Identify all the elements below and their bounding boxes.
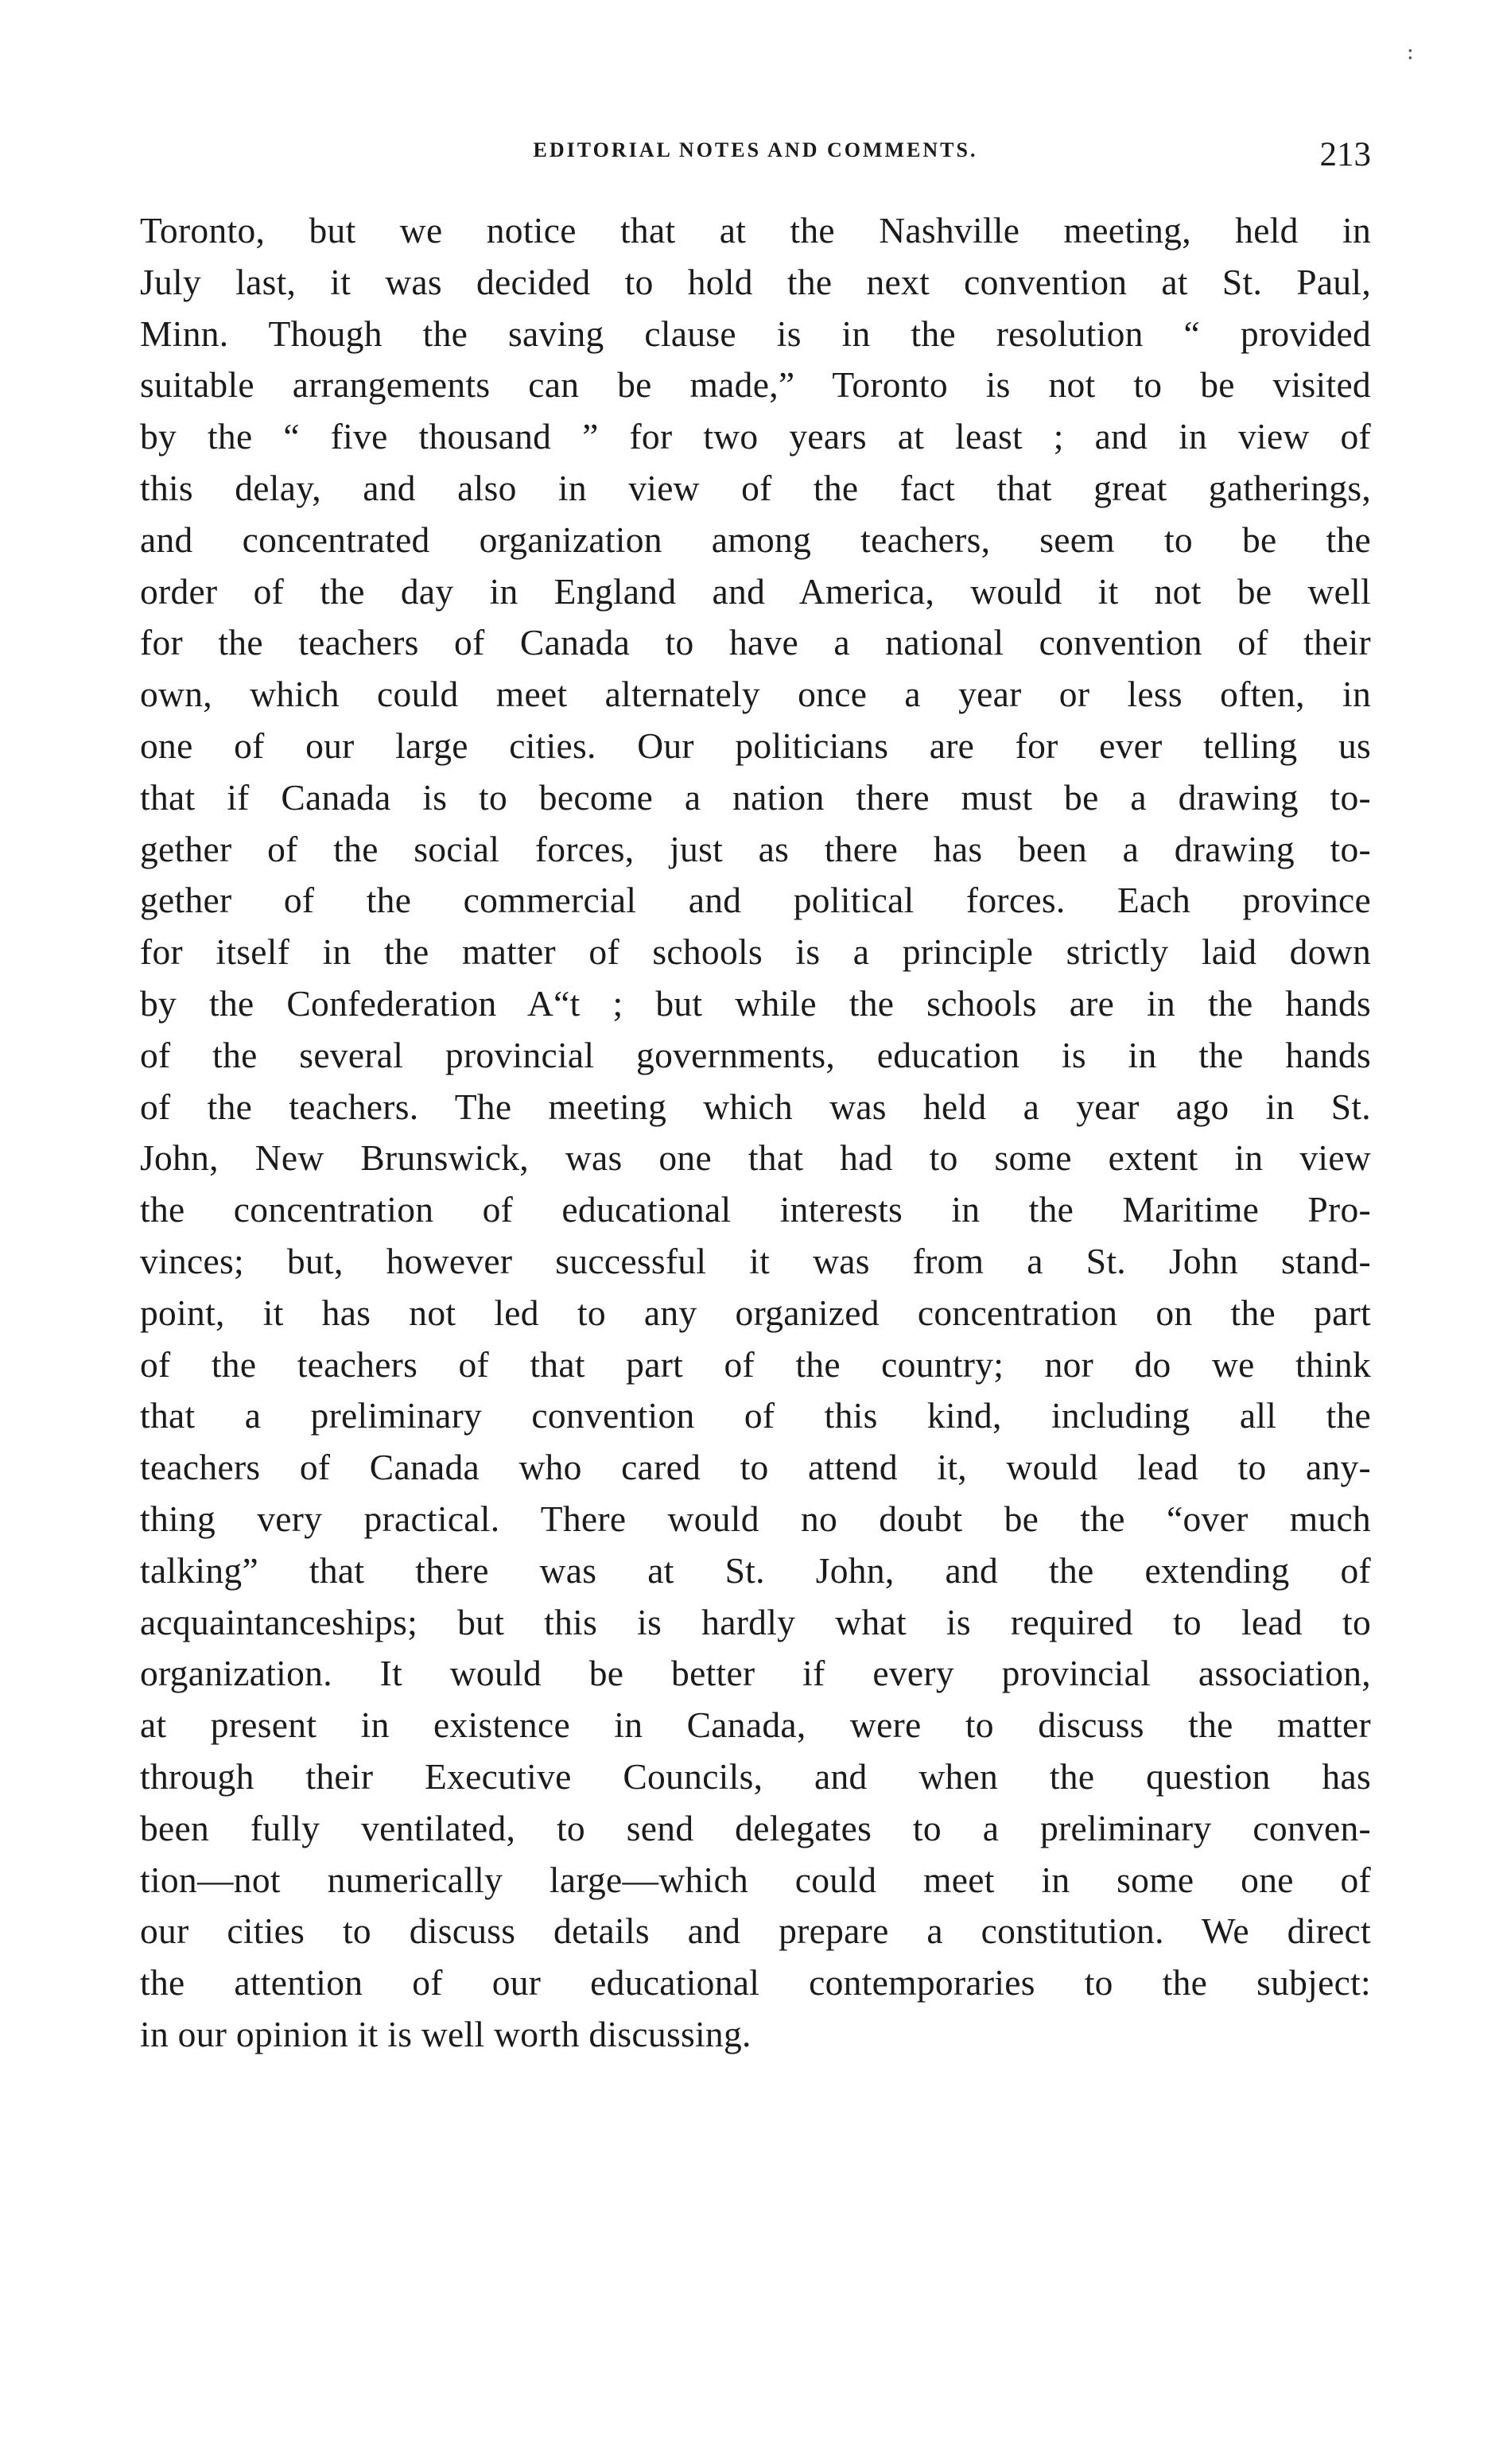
text-line: thing very practical. There would no doubt be the “over much (140, 1498, 1371, 1539)
text-line: our cities to discuss details and prepare a constitution. We direct (140, 1910, 1371, 1952)
text-line: suitable arrangements can be made,” Toronto is not to be visited (140, 364, 1371, 406)
text-line: own, which could meet alternately once a year or less often, in (140, 674, 1371, 715)
text-line: of the several provincial governments, education is in the hands (140, 1034, 1371, 1075)
text-line: Toronto, but we notice that at the Nashville meeting, held in (140, 210, 1371, 251)
text-line: the attention of our educational contemporaries to the subject: (140, 1962, 1371, 2003)
text-line: through their Executive Councils, and when the question has (140, 1755, 1371, 1797)
text-line: order of the day in England and America, would it not be well (140, 570, 1371, 612)
text-line: by the Confederation A“t ; but while the schools are in the hands (140, 982, 1371, 1024)
text-line: at present in existence in Canada, were to discuss the matter (140, 1704, 1371, 1746)
text-line: acquaintanceships; but this is hardly what is required to lead to (140, 1601, 1371, 1642)
text-line: that if Canada is to become a nation there must be a drawing to- (140, 776, 1371, 818)
text-line: of the teachers of that part of the country; nor do we think (140, 1343, 1371, 1385)
text-line: this delay, and also in view of the fact that great gatherings, (140, 467, 1371, 508)
text-line: gether of the social forces, just as there has been a drawing to- (140, 828, 1371, 869)
text-line: vinces; but, however successful it was from a St. John stand- (140, 1240, 1371, 1281)
text-line: been fully ventilated, to send delegates to a preliminary conven- (140, 1807, 1371, 1848)
text-line: John, New Brunswick, was one that had to some extent in view (140, 1137, 1371, 1179)
text-line: teachers of Canada who cared to attend it, would lead to any- (140, 1447, 1371, 1488)
text-line: one of our large cities. Our politicians are for ever telling us (140, 725, 1371, 766)
page-number: 213 (1319, 136, 1371, 173)
text-line: in our opinion it is well worth discussing. (140, 2013, 752, 2054)
text-line: point, it has not led to any organized concentration on the part (140, 1292, 1371, 1333)
running-head-title: EDITORIAL NOTES AND COMMENTS. (533, 138, 978, 161)
text-line: and concentrated organization among teachers, seem to be the (140, 519, 1371, 560)
body-paragraph (140, 205, 1371, 2061)
text-line: for itself in the matter of schools is a principle strictly laid down (140, 931, 1371, 973)
text-line: talking” that there was at St. John, and the extending of (140, 1549, 1371, 1591)
text-line: the concentration of educational interests in the Maritime Pro- (140, 1189, 1371, 1230)
running-head (140, 135, 1371, 183)
text-line: tion—not numerically large—which could meet in some one of (140, 1859, 1371, 1900)
text-line: July last, it was decided to hold the next convention at St. Paul, (140, 261, 1371, 302)
text-line: for the teachers of Canada to have a national convention of their (140, 622, 1371, 663)
text-line: gether of the commercial and political forces. Each province (140, 880, 1371, 921)
text-line: by the “ five thousand ” for two years at least ; and in view of (140, 416, 1371, 457)
text-line: of the teachers. The meeting which was held a year ago in St. (140, 1086, 1371, 1127)
text-line: that a preliminary convention of this kind, including all the (140, 1395, 1371, 1436)
text-line: organization. It would be better if every provincial association, (140, 1653, 1371, 1694)
text-line: Minn. Though the saving clause is in the resolution “ provided (140, 313, 1371, 354)
margin-mark: : (1406, 38, 1414, 64)
